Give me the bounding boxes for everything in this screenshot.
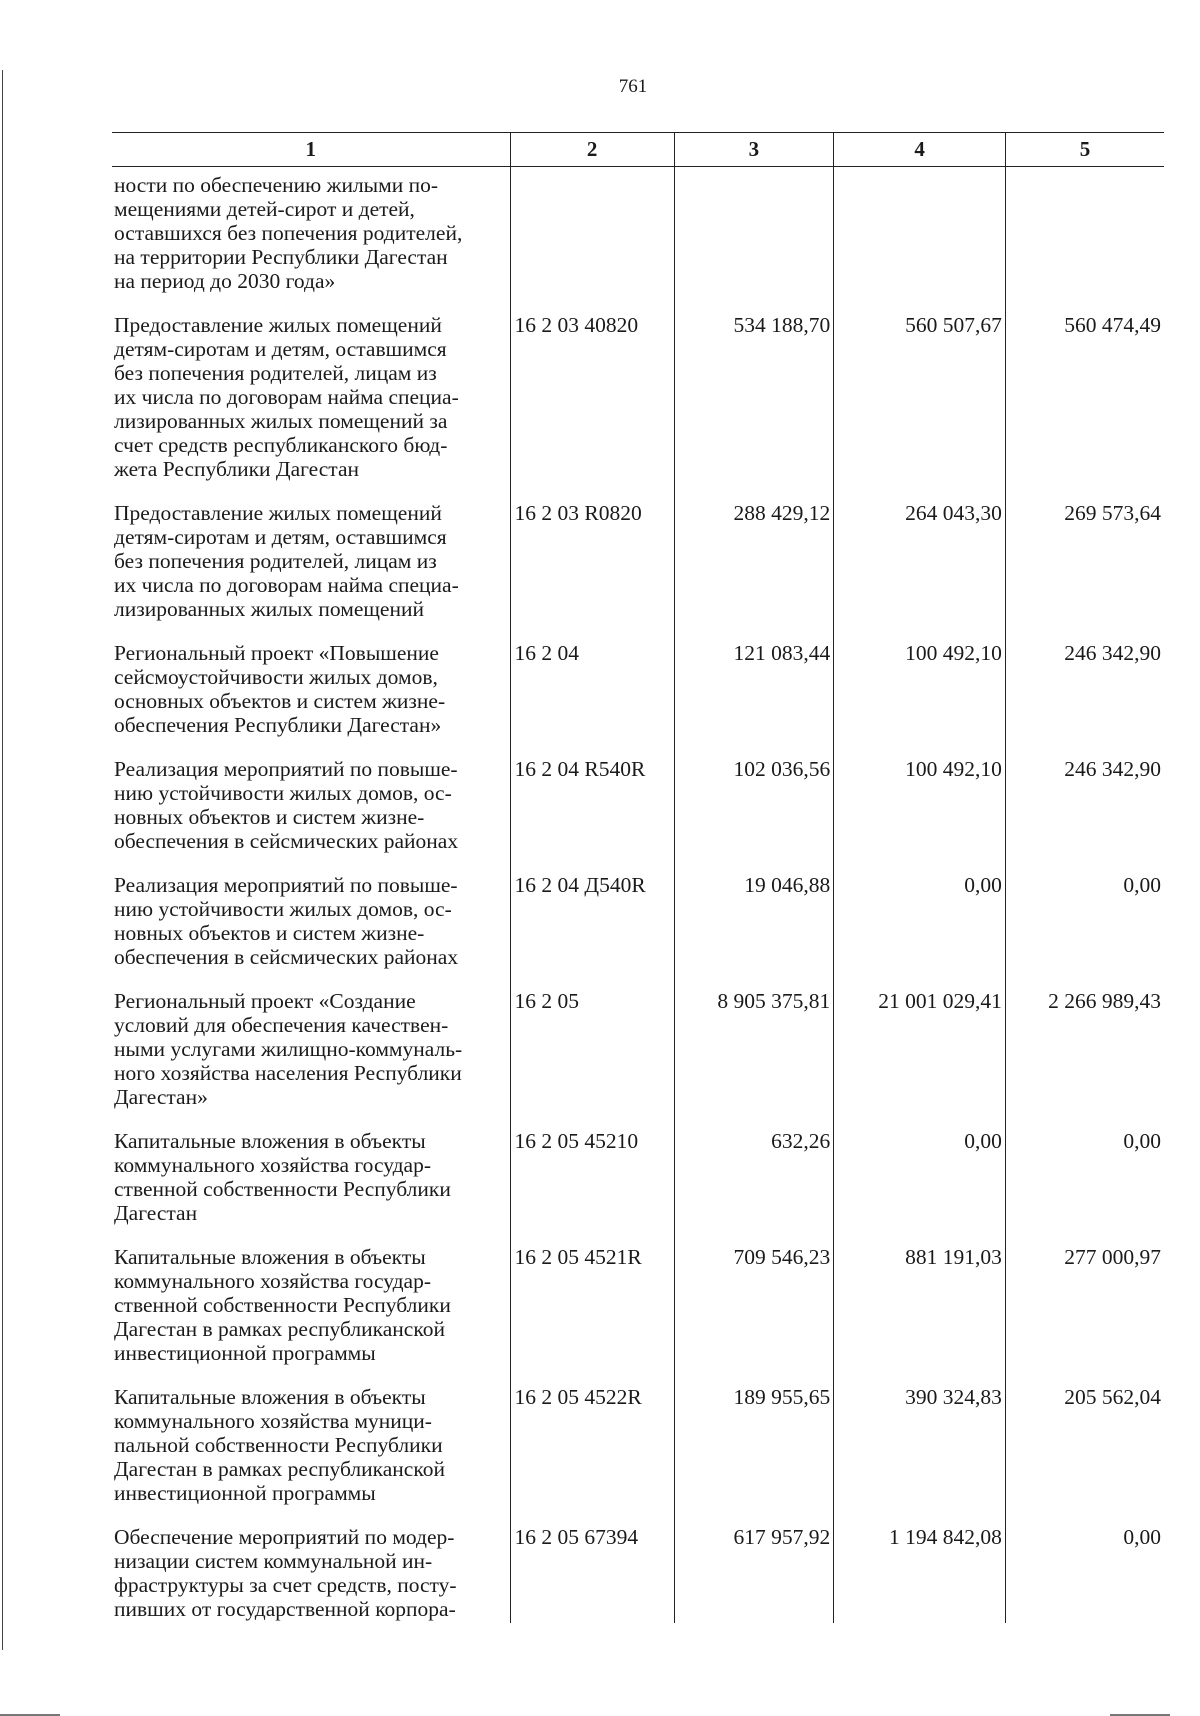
row-value-col-4: 560 507,67 [834,313,1006,501]
row-value-col-4: 100 492,10 [834,757,1006,873]
row-value-col-5: 0,00 [1005,1129,1164,1245]
row-value-col-5: 205 562,04 [1005,1385,1164,1525]
row-value-col-3: 617 957,92 [674,1525,834,1623]
header-col-4: 4 [834,133,1006,167]
row-value-col-5: 2 266 989,43 [1005,989,1164,1129]
row-name-text: Реализация мероприятий по повыше- нию устойчивости жилых домов, ос- новных объектов и систем жизне- обеспечения в сейсмических районах [114,757,459,853]
row-value-col-3: 19 046,88 [674,873,834,989]
header-col-1: 1 [112,133,510,167]
table-row [112,1525,1164,1623]
row-value-col-3: 121 083,44 [674,641,834,757]
header-col-3: 3 [674,133,834,167]
row-name-text: ности по обеспечению жилыми по- мещениями детей-сирот и детей, оставшихся без попечения родителей, на территории Республики Дагестан на период до 2030 года» [114,173,463,293]
row-name-text: Реализация мероприятий по повыше- нию устойчивости жилых домов, ос- новных объектов и систем жизне- обеспечения в сейсмических районах [114,873,459,969]
row-value-col-3: 534 188,70 [674,313,834,501]
row-value-col-5: 277 000,97 [1005,1245,1164,1385]
row-value-col-3: 189 955,65 [674,1385,834,1525]
row-value-col-4 [834,167,1006,314]
row-value-col-3 [674,167,834,314]
row-value-col-4: 0,00 [834,873,1006,989]
row-value-col-4: 881 191,03 [834,1245,1006,1385]
row-name-text: Региональный проект «Создание условий для обеспечения качествен- ными услугами жилищно-коммуналь- ного хозяйства населения Республики Дагестан» [114,989,463,1109]
row-code: 16 2 05 [510,989,674,1129]
row-name [112,1525,510,1623]
table-header [112,133,1164,167]
row-name [112,313,510,501]
row-value-col-4: 264 043,30 [834,501,1006,641]
row-code: 16 2 04 R540R [510,757,674,873]
table-row [112,1385,1164,1525]
row-name-text: Капитальные вложения в объекты коммунального хозяйства муници- пальной собственности Республики Дагестан в рамках республиканской инвестиционной программы [114,1385,445,1505]
row-value-col-5: 246 342,90 [1005,641,1164,757]
row-code: 16 2 03 40820 [510,313,674,501]
header-col-2: 2 [510,133,674,167]
table-body [112,167,1164,1624]
row-name [112,167,510,314]
row-value-col-4: 100 492,10 [834,641,1006,757]
header-col-5: 5 [1005,133,1164,167]
row-value-col-4: 390 324,83 [834,1385,1006,1525]
row-value-col-3: 288 429,12 [674,501,834,641]
table-row [112,989,1164,1129]
row-name-text: Региональный проект «Повышение сейсмоустойчивости жилых домов, основных объектов и систем жизне- обеспечения Республики Дагестан» [114,641,446,737]
row-name [112,1385,510,1525]
row-name [112,757,510,873]
page-left-edge [2,70,3,1650]
row-name [112,501,510,641]
budget-table [112,132,1164,1623]
table-row [112,501,1164,641]
row-name-text: Предоставление жилых помещений детям-сиротам и детям, оставшимся без попечения родителей, лицам из их числа по договорам найма специа- лизированных жилых помещений за счет средств республиканского бюд- жета Республики Дагестан [114,313,459,481]
row-name-text: Предоставление жилых помещений детям-сиротам и детям, оставшимся без попечения родителей, лицам из их числа по договорам найма специа- лизированных жилых помещений [114,501,459,621]
table-row [112,1129,1164,1245]
row-code: 16 2 05 45210 [510,1129,674,1245]
row-code: 16 2 05 67394 [510,1525,674,1623]
table-row [112,873,1164,989]
row-name [112,1129,510,1245]
row-value-col-3: 709 546,23 [674,1245,834,1385]
row-value-col-3: 8 905 375,81 [674,989,834,1129]
row-code: 16 2 05 4522R [510,1385,674,1525]
row-code: 16 2 04 [510,641,674,757]
row-name [112,641,510,757]
row-value-col-5: 0,00 [1005,1525,1164,1623]
row-name-text: Капитальные вложения в объекты коммунального хозяйства государ- ственной собственности Республики Дагестан [114,1129,451,1225]
table-row [112,757,1164,873]
table-row [112,641,1164,757]
row-value-col-4: 21 001 029,41 [834,989,1006,1129]
row-code: 16 2 03 R0820 [510,501,674,641]
table-row [112,167,1164,314]
row-code [510,167,674,314]
table-row [112,313,1164,501]
row-value-col-5: 560 474,49 [1005,313,1164,501]
row-value-col-5: 246 342,90 [1005,757,1164,873]
row-value-col-4: 1 194 842,08 [834,1525,1006,1623]
row-value-col-5: 0,00 [1005,873,1164,989]
row-name [112,1245,510,1385]
row-name-text: Капитальные вложения в объекты коммунального хозяйства государ- ственной собственности Республики Дагестан в рамках республиканской инвестиционной программы [114,1245,451,1365]
header-row [112,133,1164,167]
row-value-col-5 [1005,167,1164,314]
row-value-col-3: 632,26 [674,1129,834,1245]
page-number: 761 [618,76,648,97]
row-value-col-3: 102 036,56 [674,757,834,873]
row-name [112,989,510,1129]
row-name [112,873,510,989]
row-value-col-4: 0,00 [834,1129,1006,1245]
row-name-text: Обеспечение мероприятий по модер- низации систем коммунальной ин- фраструктуры за счет средств, посту- пивших от государственной корпора- [114,1525,457,1621]
row-code: 16 2 04 Д540R [510,873,674,989]
row-code: 16 2 05 4521R [510,1245,674,1385]
table-row [112,1245,1164,1385]
row-value-col-5: 269 573,64 [1005,501,1164,641]
